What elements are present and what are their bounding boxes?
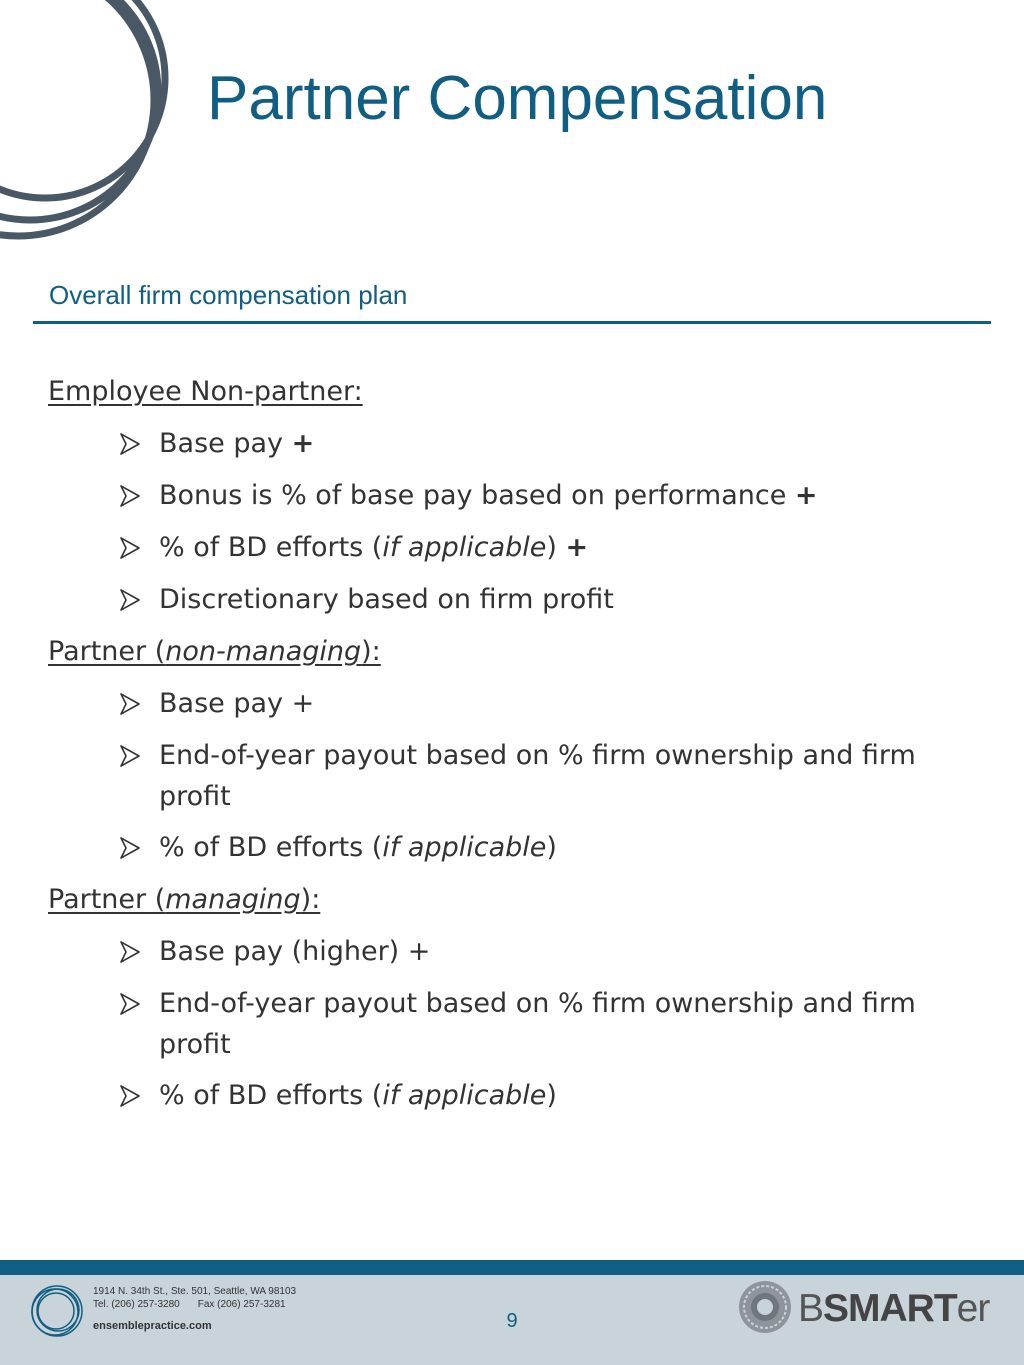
list-item (48, 735, 988, 817)
arrowhead-bullet-icon (120, 827, 142, 869)
item-text: % of BD efforts ( (159, 832, 383, 863)
brand-wordmark: BSMARTer (798, 1287, 990, 1330)
item-emphasis: if applicable (382, 832, 547, 863)
slide-subtitle: Overall firm compensation plan (49, 280, 408, 310)
footer-website: ensemblepractice.com (93, 1320, 212, 1332)
section-heading-text: Partner (non-managing): (48, 636, 381, 667)
item-text: % of BD efforts ( (159, 532, 383, 563)
item-text: Base pay (159, 428, 292, 459)
fax-text: Fax (206) 257-3281 (197, 1299, 286, 1310)
arrowhead-bullet-icon (120, 931, 142, 973)
arrowhead-bullet-icon (120, 735, 142, 777)
item-text: Base pay + (159, 688, 315, 719)
section-heading-employee (48, 371, 988, 413)
heading-emphasis: managing (165, 884, 301, 915)
ensemble-rings-logo-icon (29, 1283, 85, 1339)
arrowhead-bullet-icon (120, 475, 142, 517)
arrowhead-bullet-icon (120, 527, 142, 569)
page-number: 9 (506, 1310, 518, 1332)
list-item (48, 683, 988, 725)
section-heading-text: Partner (managing): (48, 884, 321, 915)
arrowhead-bullet-icon (120, 1075, 142, 1117)
item-emphasis: if applicable (382, 532, 547, 563)
arrowhead-bullet-icon (120, 983, 142, 1025)
compensation-outline (48, 371, 988, 1127)
item-plus: + (794, 480, 818, 511)
slide-title: Partner Compensation (207, 64, 828, 133)
item-plus: + (291, 428, 315, 459)
section-heading-partner-managing (48, 879, 988, 921)
list-item (48, 1075, 988, 1117)
item-text: ) (546, 832, 557, 863)
item-emphasis: if applicable (382, 1080, 547, 1111)
list-item (48, 527, 988, 569)
slide-footer (0, 1275, 1024, 1365)
address-line: 1914 N. 34th St., Ste. 501, Seattle, WA 98103 (93, 1286, 297, 1297)
item-text: ) (546, 1080, 557, 1111)
item-text: Base pay (higher) + (159, 936, 431, 967)
item-text: % of BD efforts ( (159, 1080, 383, 1111)
title-divider (33, 321, 991, 324)
list-item (48, 579, 988, 621)
arrowhead-bullet-icon (120, 579, 142, 621)
list-item (48, 931, 988, 973)
bsmarter-circle-logo-icon (737, 1279, 793, 1335)
section-heading-text: Employee Non-partner: (48, 376, 363, 407)
footer-address (93, 1285, 296, 1311)
section-heading-partner-non-managing (48, 631, 988, 673)
item-text: End-of-year payout based on % firm ownership and firm profit (159, 740, 916, 812)
item-text: ) (546, 532, 566, 563)
list-item (48, 983, 988, 1065)
heading-emphasis: non-managing (165, 636, 362, 667)
footer-accent-strip (0, 1260, 1024, 1275)
phone-text: Tel. (206) 257-3280 (93, 1299, 180, 1310)
list-item (48, 827, 988, 869)
item-text: End-of-year payout based on % firm ownership and firm profit (159, 988, 916, 1060)
list-item (48, 423, 988, 465)
item-text: Bonus is % of base pay based on performance (159, 480, 795, 511)
rings-decoration-icon (0, 0, 185, 250)
list-item (48, 475, 988, 517)
arrowhead-bullet-icon (120, 683, 142, 725)
item-plus: + (565, 532, 589, 563)
arrowhead-bullet-icon (120, 423, 142, 465)
item-text: Discretionary based on firm profit (159, 584, 614, 615)
contact-line (93, 1298, 296, 1311)
